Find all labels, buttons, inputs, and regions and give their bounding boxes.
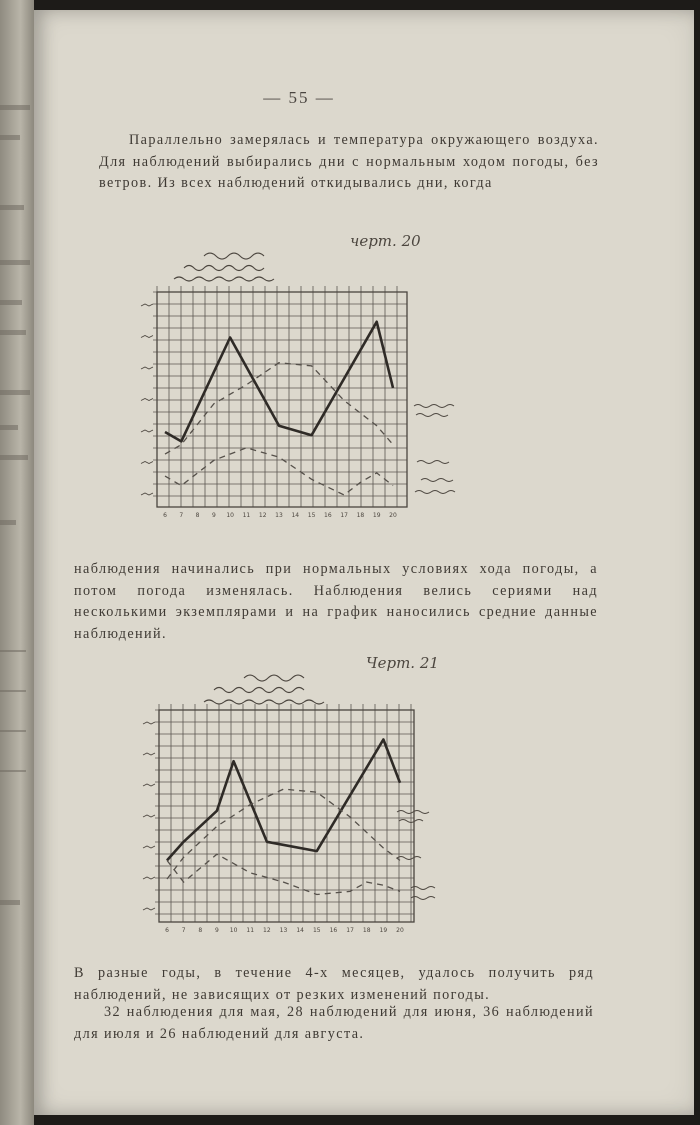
figure-20-caption: черт. 20 <box>350 232 421 250</box>
adjacent-page-edge <box>0 0 34 1125</box>
figure-20-chart <box>139 282 459 524</box>
x-tick-label: 12 <box>258 512 267 519</box>
chart-grid <box>155 704 414 922</box>
x-tick-label: 20 <box>396 927 404 934</box>
figure-20-heading-scribble <box>164 248 304 284</box>
x-tick-label: 8 <box>195 512 200 519</box>
book-page <box>34 10 694 1115</box>
x-tick-label: 17 <box>340 512 348 519</box>
paragraph-1: Параллельно замерялась и температура окружающего воздуха. Для наблюдений выбирались дни с нормальным ходом погоды, без ветров. Из всех наблюдений откидывались дни, когда <box>99 132 599 191</box>
y-tick-mark <box>141 430 153 432</box>
x-tick-label: 16 <box>324 512 332 519</box>
x-tick-label: 9 <box>211 512 216 519</box>
x-tick-label: 11 <box>242 512 251 519</box>
legend-scribbles <box>414 405 455 494</box>
paragraph-4: 32 наблюдения для мая, 28 наблюдений для июня, 36 наблюдений для июля и 26 наблюдений для августа. <box>74 1004 594 1042</box>
y-tick-mark <box>143 846 155 848</box>
series-line-dashed <box>165 363 393 454</box>
y-tick-mark <box>141 336 153 338</box>
x-tick-label: 19 <box>379 927 388 934</box>
x-tick-label: 10 <box>226 512 234 519</box>
chart-series <box>165 322 393 495</box>
chart-grid <box>153 286 407 507</box>
y-tick-mark <box>143 815 155 817</box>
paragraph-3: В разные годы, в течение 4-х месяцев, удалось получить ряд наблюдений, не зависящих от резких изменений погоды. <box>74 965 594 1003</box>
x-tick-labels <box>165 927 404 934</box>
y-tick-mark <box>143 784 155 786</box>
x-tick-label: 6 <box>165 927 169 934</box>
x-tick-label: 10 <box>229 927 238 934</box>
x-tick-label: 15 <box>307 512 316 519</box>
page-number: — 55 — <box>263 88 335 107</box>
x-tick-label: 16 <box>329 927 338 934</box>
x-tick-label: 7 <box>181 927 186 934</box>
x-tick-label: 14 <box>291 512 300 519</box>
y-tick-mark <box>143 877 155 879</box>
y-tick-mark <box>141 304 153 306</box>
x-tick-label: 18 <box>356 512 365 519</box>
x-tick-label: 13 <box>279 927 288 934</box>
x-tick-label: 8 <box>198 927 203 934</box>
y-tick-mark <box>141 462 153 464</box>
figure-21-caption: Черт. 21 <box>366 654 439 672</box>
x-tick-label: 6 <box>163 512 167 519</box>
x-tick-label: 19 <box>372 512 381 519</box>
x-tick-label: 17 <box>346 927 354 934</box>
x-tick-label: 14 <box>296 927 304 934</box>
y-tick-mark <box>141 493 153 495</box>
y-tick-marks <box>143 722 155 910</box>
x-tick-label: 7 <box>179 512 184 519</box>
chart-series <box>167 740 400 895</box>
x-tick-label: 9 <box>215 927 219 934</box>
x-tick-label: 13 <box>275 512 283 519</box>
y-tick-marks <box>141 304 153 495</box>
x-tick-label: 11 <box>246 927 255 934</box>
series-line-dashed <box>165 448 393 495</box>
figure-21-chart <box>149 700 469 942</box>
series-line-dashed <box>167 854 400 894</box>
y-tick-mark <box>141 399 153 401</box>
y-tick-mark <box>141 367 153 369</box>
y-tick-mark <box>143 753 155 755</box>
legend-scribbles <box>397 811 435 900</box>
x-tick-label: 18 <box>362 927 371 934</box>
x-tick-labels <box>163 512 397 519</box>
y-tick-mark <box>143 908 155 910</box>
series-line-dashed <box>167 789 400 879</box>
x-tick-label: 15 <box>312 927 321 934</box>
paragraph-2: наблюдения начинались при нормальных условиях хода погоды, а потом погода изменялась. Наблюдения велись сериями над несколькими экземплярами и на график наносились средние данные наблюдений. <box>74 561 598 642</box>
x-tick-label: 20 <box>389 512 397 519</box>
y-tick-mark <box>143 722 155 724</box>
x-tick-label: 12 <box>263 927 271 934</box>
